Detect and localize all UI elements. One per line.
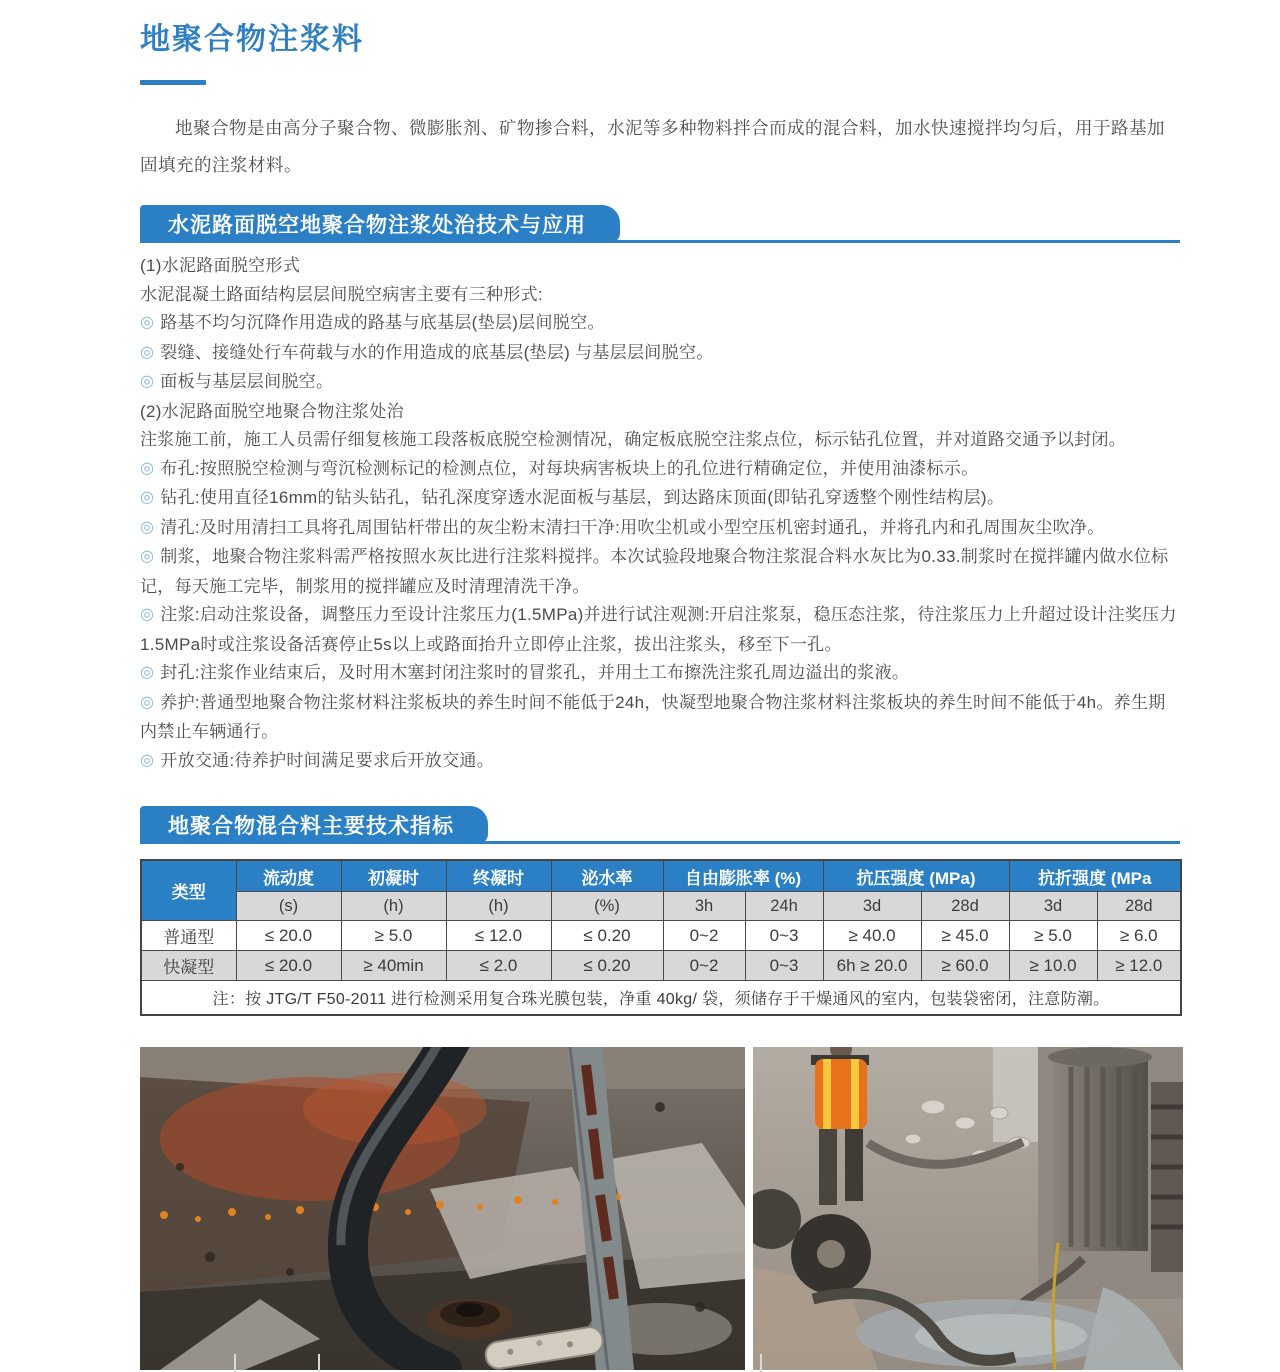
double-circle-bullet-icon: ◎ — [140, 664, 155, 681]
page-edge-mark — [760, 1354, 762, 1372]
spec-table — [140, 859, 1182, 1016]
intro-paragraph: 地聚合物是由高分子聚合物、微膨胀剂、矿物掺合料，水泥等多种物料拌合而成的混合料，加水快速搅拌均匀后，用于路基加固填充的注浆材料。 — [140, 118, 1165, 175]
body-line: ◎ 布孔:按照脱空检测与弯沉检测标记的检测点位，对每块病害板块上的孔位进行精确定位，并使用油漆标示。 — [140, 458, 979, 478]
table-cell: ≤ 20.0 — [236, 951, 341, 981]
table-cell: ≤ 0.20 — [551, 951, 663, 981]
double-circle-bullet-icon: ◎ — [140, 343, 155, 361]
double-circle-bullet-icon: ◎ — [140, 314, 155, 331]
page-title: 地聚合物注浆料 — [140, 23, 364, 56]
table-subheader: (s) — [236, 892, 341, 921]
title-underline — [140, 80, 206, 85]
table-header: 初凝时 — [341, 860, 446, 892]
table-header: 自由膨胀率 (%) — [663, 860, 823, 892]
body-line: ◎ 开放交通:待养护时间满足要求后开放交通。 — [140, 750, 494, 770]
table-cell: 0~3 — [745, 951, 823, 981]
table-cell: 6h ≥ 20.0 — [823, 951, 921, 981]
table-header: 抗折强度 (MPa — [1009, 860, 1181, 892]
body-line: ◎ 制浆，地聚合物注浆料需严格按照水灰比进行注浆料搅拌。本次试验段地聚合物注浆混合料水灰比为0.33.制浆时在搅拌罐内做水位标记，每天施工完毕，制浆用的搅拌罐应及时清理清洗干净。 — [140, 547, 1169, 596]
table-header: 泌水率 — [551, 860, 663, 892]
table-row — [141, 921, 1181, 951]
body-line: (1)水泥路面脱空形式 — [140, 256, 301, 275]
body-line: ◎ 面板与基层层间脱空。 — [140, 372, 334, 391]
table-cell: ≤ 12.0 — [446, 921, 551, 951]
table-subheader: (h) — [446, 892, 551, 921]
section-title-banner: 地聚合物混合料主要技术指标 — [140, 806, 488, 844]
table-cell: 0~2 — [663, 951, 745, 981]
table-cell-type: 普通型 — [141, 921, 236, 951]
table-cell: ≤ 0.20 — [551, 921, 663, 951]
table-note: 注：按 JTG/T F50-2011 进行检测采用复合珠光膜包装，净重 40kg/ 袋，须储存于干燥通风的室内，包装袋密闭，注意防潮。 — [141, 981, 1181, 1016]
table-cell: 0~2 — [663, 921, 745, 951]
table-cell: ≥ 12.0 — [1097, 951, 1181, 981]
section-header-technology — [140, 205, 1180, 243]
page-edge-mark — [234, 1354, 236, 1372]
double-circle-bullet-icon: ◎ — [140, 518, 155, 536]
body-line: 注浆施工前，施工人员需仔细复核施工段落板底脱空检测情况，确定板底脱空注浆点位，标示钻孔位置，并对道路交通予以封闭。 — [140, 430, 1127, 449]
table-subheader: 28d — [1097, 892, 1181, 921]
table-cell: ≥ 45.0 — [921, 921, 1009, 951]
table-subheader: 3d — [1009, 892, 1097, 921]
table-cell: 0~3 — [745, 921, 823, 951]
section-header-specs — [140, 806, 1180, 844]
table-subheader: (%) — [551, 892, 663, 921]
body-line: ◎ 清孔:及时用清扫工具将孔周围钻杆带出的灰尘粉末清扫干净:用吹尘机或小型空压机密封通孔，并将孔内和孔周围灰尘吹净。 — [140, 517, 1105, 537]
body-line: ◎ 养护:普通型地聚合物注浆材料注浆板块的养生时间不能低于24h，快凝型地聚合物注浆材料注浆板块的养生时间不能低于4h。养生期内禁止车辆通行。 — [140, 692, 1166, 741]
body-line: ◎ 钻孔:使用直径16mm的钻头钻孔，钻孔深度穿透水泥面板与基层，到达路床顶面(即钻孔穿透整个刚性结构层)。 — [140, 488, 1005, 507]
body-line: ◎ 裂缝、接缝处行车荷载与水的作用造成的底基层(垫层) 与基层层间脱空。 — [140, 342, 714, 362]
table-cell: ≥ 6.0 — [1097, 921, 1181, 951]
table-header: 流动度 — [236, 860, 341, 892]
table-cell: ≥ 5.0 — [1009, 921, 1097, 951]
photo-construction-grouting-site — [753, 1047, 1183, 1370]
body-line: ◎ 封孔:注浆作业结束后，及时用木塞封闭注浆时的冒浆孔，并用土工布擦洗注浆孔周边溢出的浆液。 — [140, 663, 910, 682]
table-subheader: (h) — [341, 892, 446, 921]
technology-body — [140, 252, 1180, 776]
double-circle-bullet-icon: ◎ — [140, 489, 155, 506]
body-line: ◎ 注浆:启动注浆设备，调整压力至设计注浆压力(1.5MPa)并进行试注观测:开启注浆泵，稳压态注浆，待注浆压力上升超过设计注奖压力1.5MPa时或注浆设备活赛停止5s以上或路面抬升立即停止注浆，拔出注浆头，移至下一孔。 — [140, 605, 1177, 654]
table-header: 终凝时 — [446, 860, 551, 892]
table-cell: ≥ 5.0 — [341, 921, 446, 951]
body-line: ◎ 路基不均匀沉降作用造成的路基与底基层(垫层)层间脱空。 — [140, 313, 605, 332]
table-cell: ≥ 10.0 — [1009, 951, 1097, 981]
table-header-type: 类型 — [141, 860, 236, 921]
table-cell: ≥ 60.0 — [921, 951, 1009, 981]
table-cell: ≤ 20.0 — [236, 921, 341, 951]
table-subheader: 28d — [921, 892, 1009, 921]
table-subheader: 3h — [663, 892, 745, 921]
table-subheader: 3d — [823, 892, 921, 921]
table-header: 抗压强度 (MPa) — [823, 860, 1009, 892]
table-cell: ≥ 40min — [341, 951, 446, 981]
body-line: 水泥混凝土路面结构层层间脱空病害主要有三种形式: — [140, 284, 543, 304]
table-cell-type: 快凝型 — [141, 951, 236, 981]
double-circle-bullet-icon: ◎ — [140, 373, 155, 390]
photo-grouting-hose-on-pavement — [140, 1047, 745, 1370]
table-cell: ≥ 40.0 — [823, 921, 921, 951]
double-circle-bullet-icon: ◎ — [140, 548, 155, 565]
double-circle-bullet-icon: ◎ — [140, 751, 155, 769]
double-circle-bullet-icon: ◎ — [140, 459, 155, 477]
table-cell: ≤ 2.0 — [446, 951, 551, 981]
double-circle-bullet-icon: ◎ — [140, 606, 155, 623]
section-title-banner: 水泥路面脱空地聚合物注浆处治技术与应用 — [140, 205, 620, 243]
page-edge-mark — [318, 1354, 320, 1372]
table-subheader: 24h — [745, 892, 823, 921]
double-circle-bullet-icon: ◎ — [140, 693, 155, 711]
photo-strip — [140, 1047, 1180, 1370]
table-row — [141, 951, 1181, 981]
body-line: (2)水泥路面脱空地聚合物注浆处治 — [140, 401, 404, 421]
